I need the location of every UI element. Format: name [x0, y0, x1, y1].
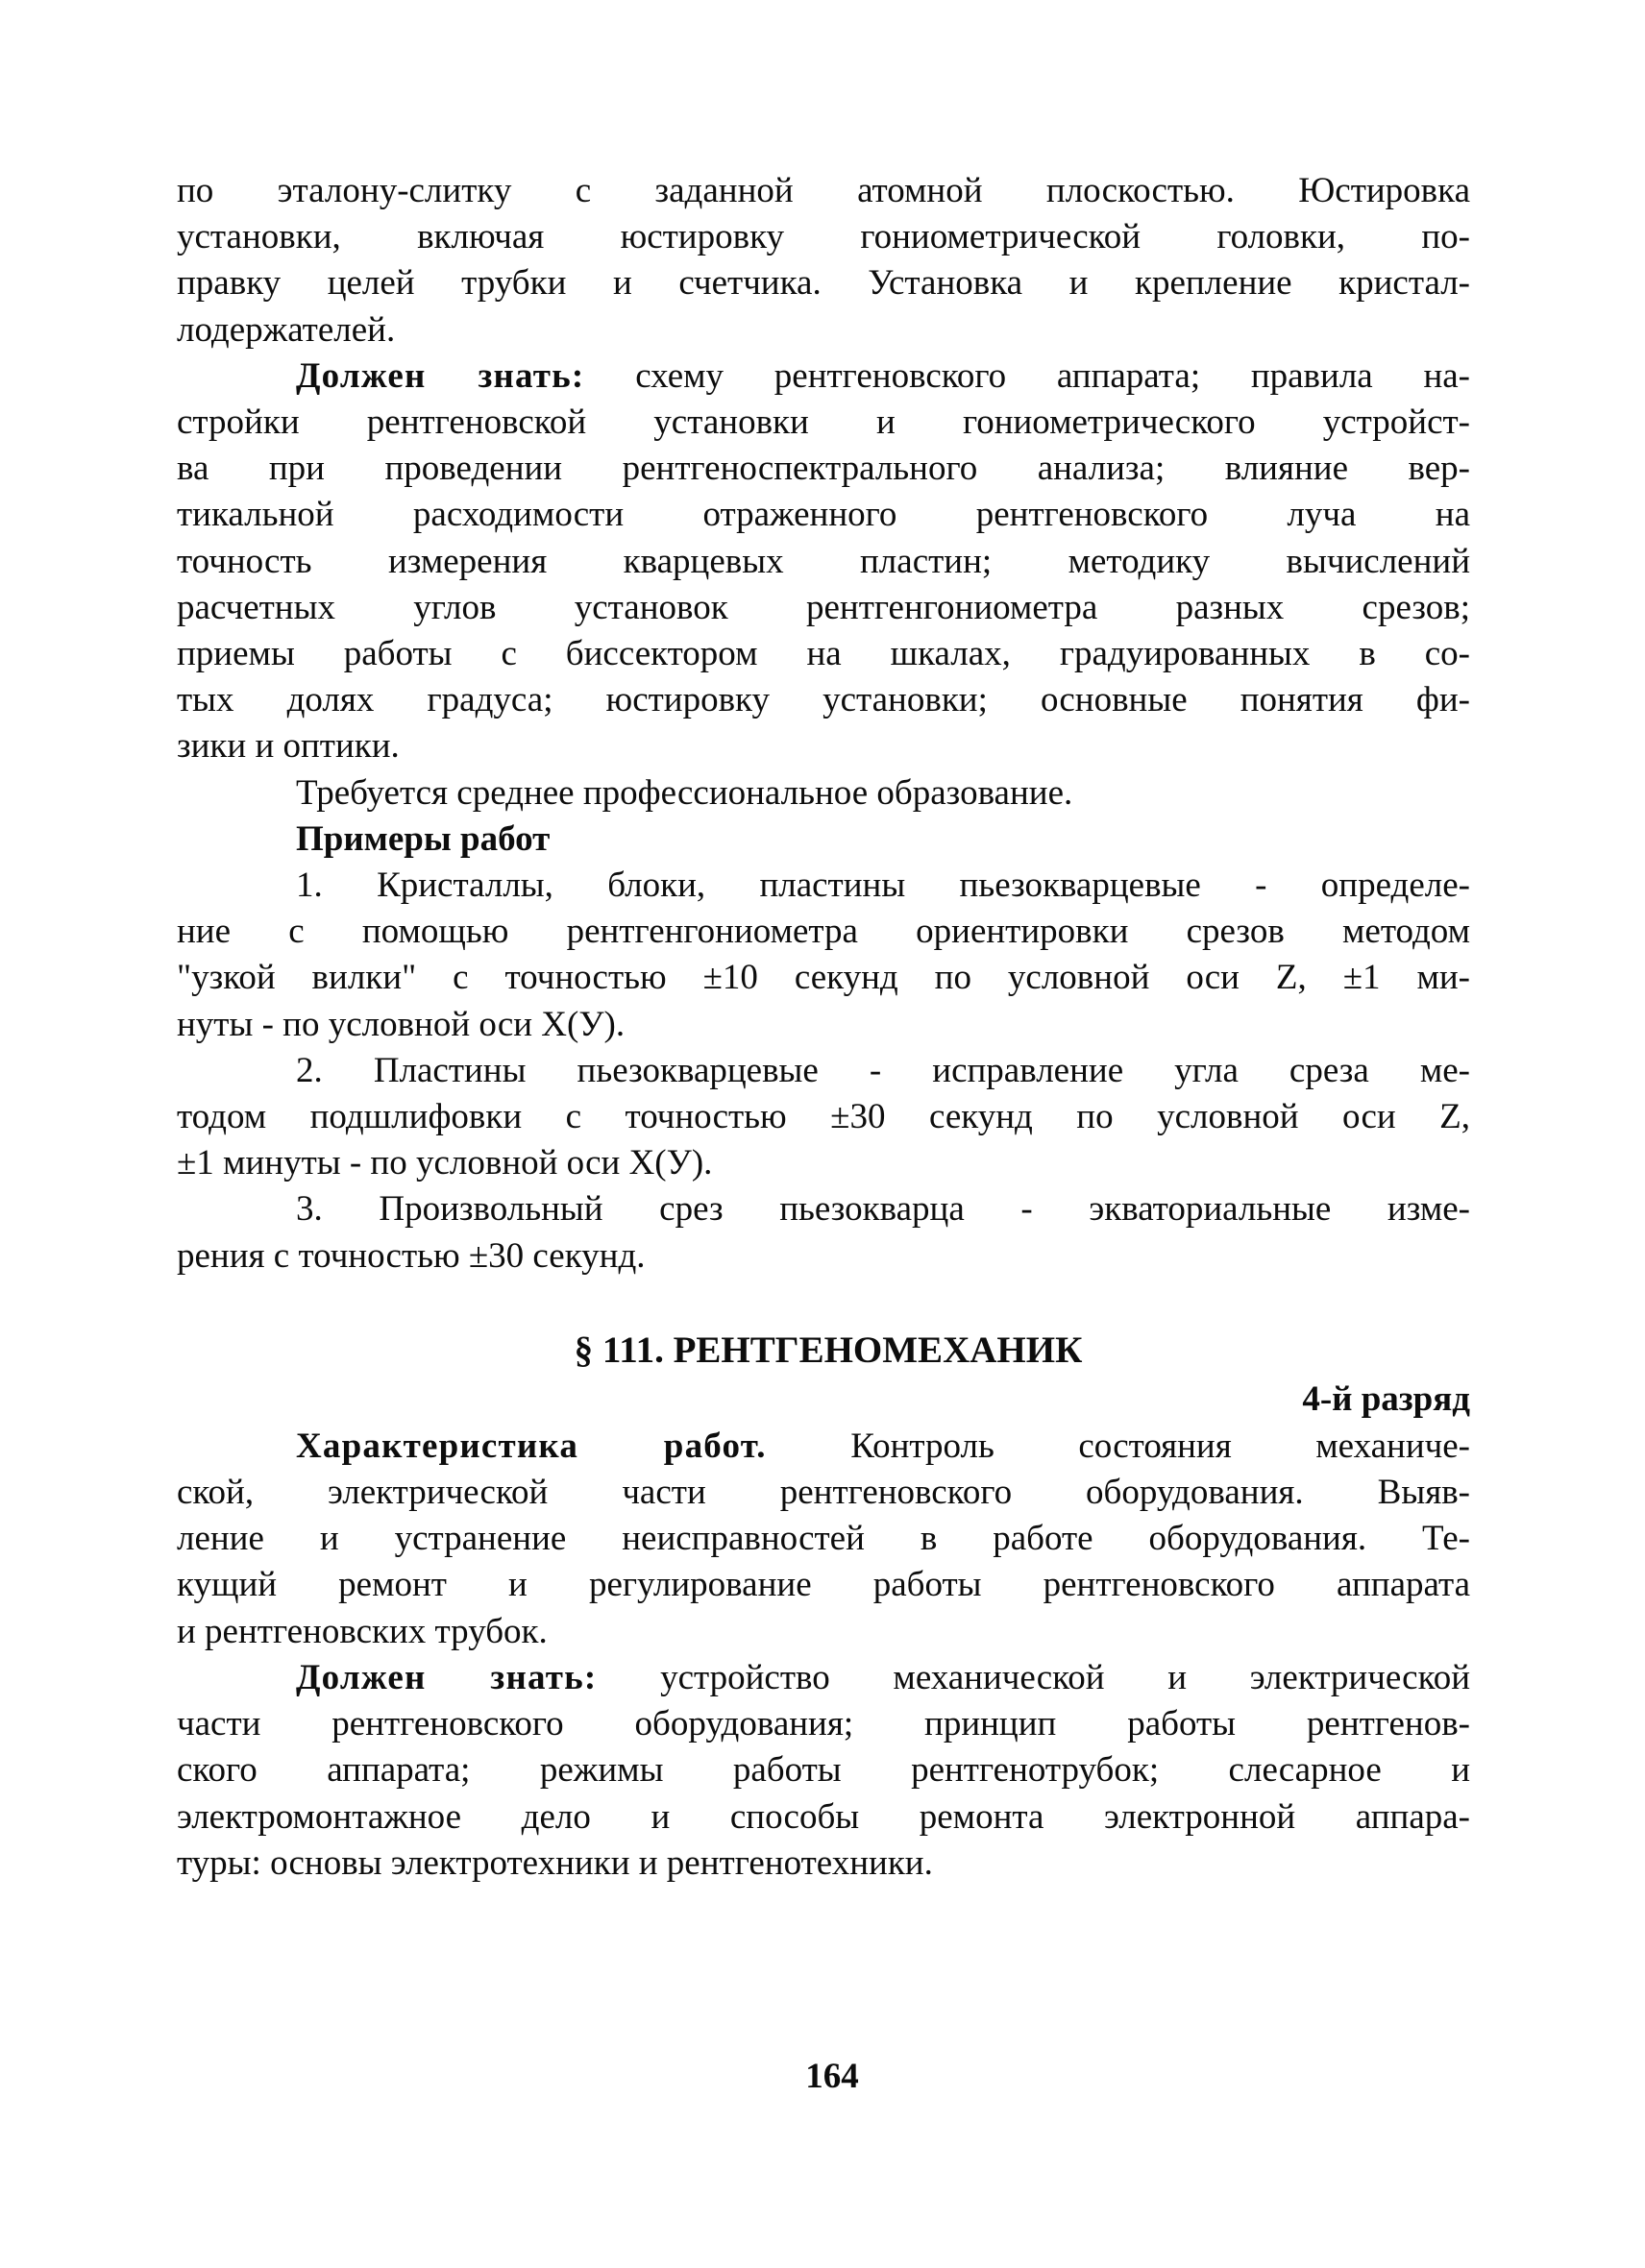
- text-line: ва при проведении рентгеноспектрального анализа; влияние вер-: [177, 449, 1470, 489]
- text-line: 2. Пластины пьезокварцевые - исправление угла среза ме-: [296, 1050, 1470, 1090]
- text-line: тодом подшлифовки с точностью ±30 секунд по условной оси Z,: [177, 1097, 1470, 1137]
- text-line: тикальной расходимости отраженного рентгеновского луча на: [177, 495, 1470, 535]
- example-item: [177, 1186, 1470, 1279]
- knowledge-paragraph: [177, 354, 1470, 770]
- text-line: нуты - по условной оси Х(У).: [177, 1004, 626, 1044]
- text-line: 3. Произвольный срез пьезокварца - экваториальные изме-: [296, 1189, 1470, 1230]
- text-line: ского аппарата; режимы работы рентгенотрубок; слесарное и: [177, 1750, 1470, 1791]
- text-line: и рентгеновских трубок.: [177, 1611, 548, 1651]
- example-item: [177, 863, 1470, 1048]
- section-knowledge-label: Должен знать:: [296, 1657, 598, 1697]
- section-knowledge-paragraph: [177, 1655, 1470, 1887]
- page-body: [177, 168, 1470, 1887]
- text-line: [177, 1655, 1470, 1701]
- text-line: расчетных углов установок рентгенгониометра разных срезов;: [177, 587, 1470, 627]
- text-line: приемы работы с биссектором на шкалах, градуированных в со-: [177, 634, 1470, 674]
- knowledge-label: Должен знать:: [296, 355, 585, 396]
- examples-heading: Примеры работ: [296, 818, 551, 859]
- text-line: зики и оптики.: [177, 726, 400, 767]
- text-line: кущий ремонт и регулирование работы рентгеновского аппарата: [177, 1565, 1470, 1605]
- text-line: электромонтажное дело и способы ремонта электронной аппара-: [177, 1796, 1470, 1837]
- characteristics-label: Характеристика работ.: [296, 1426, 767, 1466]
- characteristics-paragraph: [177, 1424, 1470, 1655]
- text-line: части рентгеновского оборудования; принцип работы рентгенов-: [177, 1704, 1470, 1744]
- text-line: по эталону-слитку с заданной атомной плоскостью. Юстировка: [177, 171, 1470, 210]
- text-line: ние с помощью рентгенгониометра ориентировки срезов методом: [177, 912, 1470, 952]
- section-title: § 111. РЕНТГЕНОМЕХАНИК: [574, 1329, 1083, 1371]
- text-line: [177, 354, 1470, 400]
- text-line: установки, включая юстировку гониометрической головки, по-: [177, 217, 1470, 257]
- section-knowledge-first-line: устройство механической и электрической: [597, 1657, 1470, 1697]
- text-line: тых долях градуса; юстировку установки; основные понятия фи-: [177, 680, 1470, 720]
- text-line: ской, электрической части рентгеновского оборудования. Выяв-: [177, 1473, 1470, 1513]
- characteristics-first-line: Контроль состояния механиче-: [766, 1426, 1470, 1466]
- intro-paragraph: [177, 168, 1470, 354]
- text-line: 1. Кристаллы, блоки, пластины пьезокварцевые - определе-: [296, 866, 1470, 906]
- text-line: лодержателей.: [177, 309, 396, 350]
- education-requirement: Требуется среднее профессиональное образование.: [296, 772, 1073, 813]
- text-line: рения с точностью ±30 секунд.: [177, 1235, 646, 1276]
- grade-label: 4-й разряд: [1302, 1378, 1470, 1419]
- knowledge-first-line: схему рентгеновского аппарата; правила на-: [584, 355, 1471, 396]
- text-line: [177, 1424, 1470, 1470]
- example-item: [177, 1048, 1470, 1187]
- text-line: правку целей трубки и счетчика. Установка и крепление кристал-: [177, 263, 1470, 304]
- text-line: стройки рентгеновской установки и гониометрического устройст-: [177, 402, 1470, 443]
- text-line: ±1 минуты - по условной оси Х(У).: [177, 1143, 713, 1183]
- text-line: ление и устранение неисправностей в работе оборудования. Те-: [177, 1519, 1470, 1559]
- text-line: точность измерения кварцевых пластин; методику вычислений: [177, 541, 1470, 581]
- text-line: туры: основы электротехники и рентгенотехники.: [177, 1842, 933, 1883]
- text-line: "узкой вилки" с точностью ±10 секунд по условной оси Z, ±1 ми-: [177, 958, 1470, 998]
- page-number: 164: [805, 2057, 859, 2096]
